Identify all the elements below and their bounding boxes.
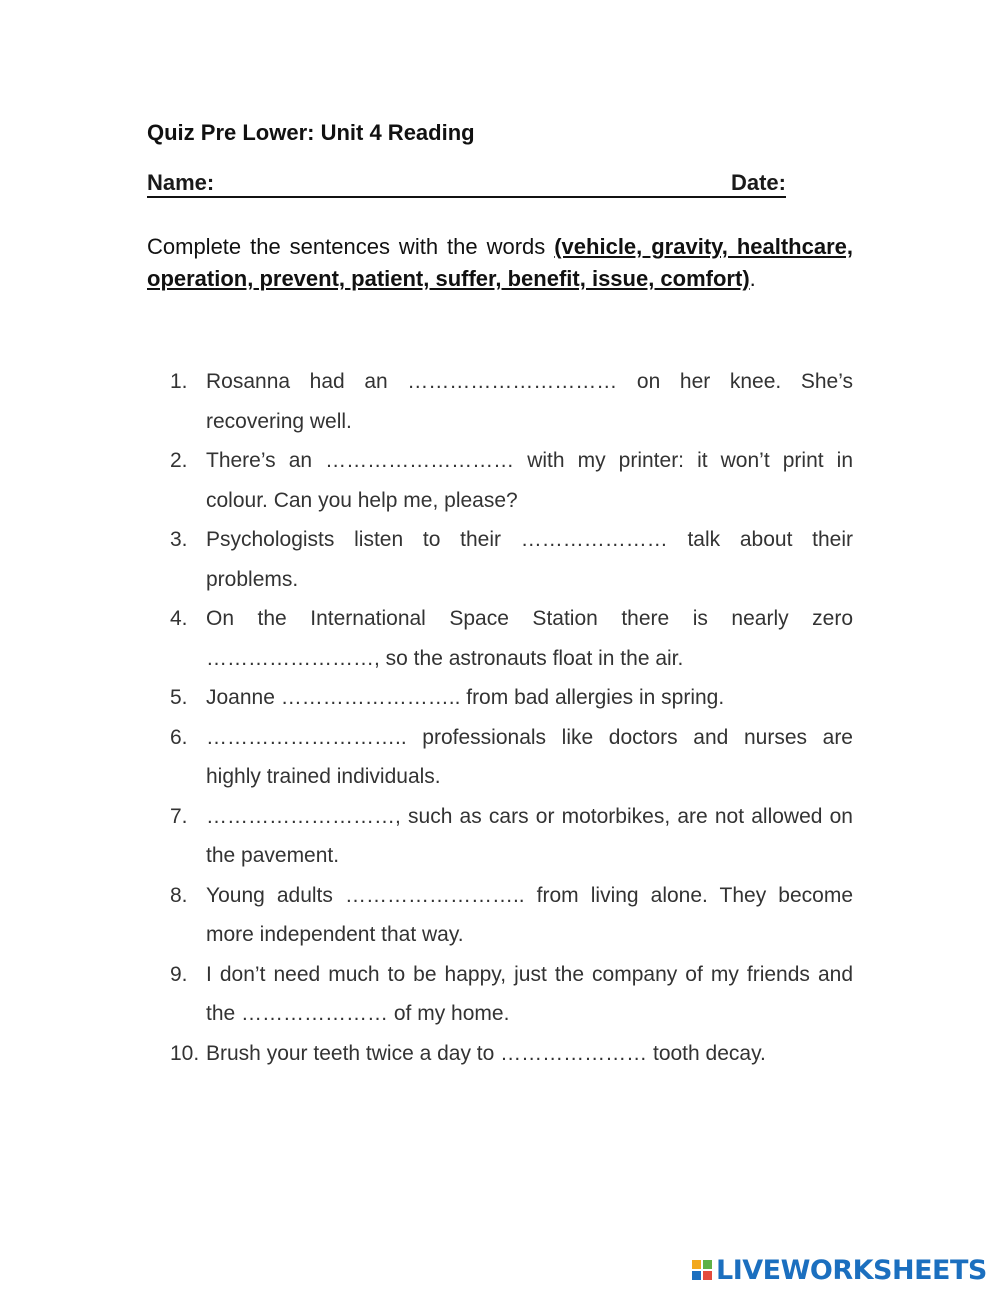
question-text: Rosanna had an ………………………… on her knee. She’s recovering well.: [206, 370, 853, 433]
question-number: 5.: [170, 686, 188, 709]
name-date-line: [147, 170, 786, 198]
question-item: [170, 599, 853, 678]
logo-block: [703, 1260, 712, 1269]
question-item: [170, 876, 853, 955]
logo-block: [703, 1271, 712, 1280]
logo-text: LIVEWORKSHEETS: [716, 1254, 987, 1286]
instructions: [147, 231, 853, 295]
question-item: [170, 520, 853, 599]
question-number: 2.: [170, 449, 188, 472]
date-label: Date:: [730, 170, 786, 195]
liveworksheets-logo[interactable]: [692, 1254, 987, 1286]
question-item: [170, 1034, 853, 1074]
question-text: On the International Space Station there is nearly zero ……………………, so the astronauts float in the air.: [206, 607, 853, 670]
question-number: 9.: [170, 962, 188, 986]
question-text: ……………………….. professionals like doctors and nurses are highly trained individuals.: [206, 725, 853, 788]
question-text: Young adults …………………….. from living alone. They become more independent that way.: [206, 883, 853, 946]
question-text: Psychologists listen to their ………………… talk about their problems.: [206, 528, 853, 591]
question-text: Joanne …………………….. from bad allergies in spring.: [206, 686, 725, 709]
word-bank: (vehicle, gravity, healthcare, operation, prevent, patient, suffer, benefit, issue, comfort): [147, 234, 854, 291]
question-number: 4.: [170, 607, 188, 630]
question-number: 6.: [170, 725, 188, 749]
logo-block: [692, 1260, 701, 1269]
question-item: [170, 718, 853, 797]
name-label: Name:: [147, 170, 215, 195]
question-item: [170, 362, 853, 441]
question-number: 3.: [170, 528, 188, 551]
instructions-prefix: Complete the sentences with the words: [147, 234, 555, 259]
question-number: 7.: [170, 804, 188, 828]
question-text: There’s an ……………………… with my printer: it won’t print in colour. Can you help me, please?: [206, 449, 853, 512]
question-text: Brush your teeth twice a day to ………………… tooth decay.: [206, 1041, 766, 1065]
worksheet-title: Quiz Pre Lower: Unit 4 Reading: [147, 120, 475, 145]
logo-blocks-icon: [692, 1260, 712, 1280]
question-number: 8.: [170, 883, 188, 907]
logo-block: [692, 1271, 701, 1280]
question-number: 10.: [170, 1041, 200, 1065]
question-item: [170, 678, 853, 718]
question-number: 1.: [170, 370, 188, 393]
question-list: [170, 362, 853, 1073]
question-text: ………………………, such as cars or motorbikes, are not allowed on the pavement.: [206, 804, 853, 867]
question-item: [170, 955, 853, 1034]
question-text: I don’t need much to be happy, just the company of my friends and the ………………… of my home.: [206, 962, 853, 1025]
question-item: [170, 797, 853, 876]
question-item: [170, 441, 853, 520]
instructions-suffix: .: [749, 266, 756, 291]
